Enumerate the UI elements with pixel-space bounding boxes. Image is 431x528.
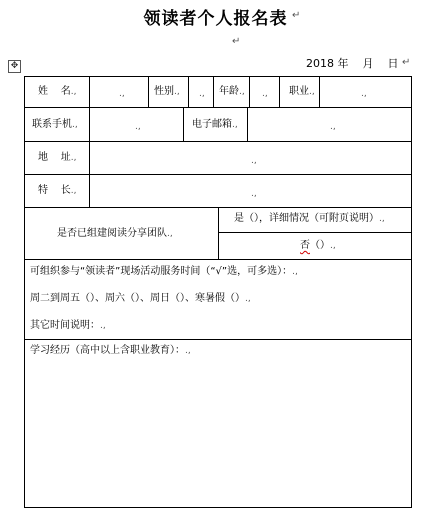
cell-end-mark: ., bbox=[232, 120, 238, 130]
phone-label-cell bbox=[32, 119, 78, 131]
specialty-label: 特 长 bbox=[38, 185, 71, 196]
email-label: 电子邮箱 bbox=[192, 119, 232, 130]
cell-end-mark: ., bbox=[70, 153, 77, 163]
team-question-label: 是否已组建阅读分享团队 bbox=[57, 228, 167, 239]
occupation-label: 职业 bbox=[289, 86, 309, 97]
col-divider bbox=[183, 107, 184, 142]
row-divider bbox=[218, 232, 412, 233]
paragraph-mark: ↵ bbox=[402, 57, 411, 68]
col-divider bbox=[319, 76, 320, 108]
cell-end-mark: ., bbox=[70, 87, 77, 97]
education-line[interactable] bbox=[30, 345, 191, 357]
time-options-line[interactable] bbox=[30, 293, 251, 305]
name-label-cell bbox=[38, 86, 76, 98]
education-label: 学习经历（高中以上含职业教育）： bbox=[30, 345, 185, 356]
cell-end-mark: ., bbox=[100, 321, 106, 331]
team-no-option[interactable] bbox=[300, 240, 336, 252]
row-divider bbox=[24, 174, 412, 175]
col-divider bbox=[279, 76, 280, 108]
age-label-cell bbox=[219, 86, 245, 98]
team-yes-label: 是（），详细情况（可附页说明） bbox=[234, 213, 379, 224]
age-value-cell[interactable]: ., bbox=[262, 89, 268, 99]
col-divider bbox=[213, 76, 214, 108]
time-intro-text: 可组织参与“领读者”现场活动服务时间（“√”选，可多选）： bbox=[30, 266, 293, 277]
occupation-value-cell[interactable]: ., bbox=[361, 89, 367, 99]
other-time-line[interactable] bbox=[30, 320, 106, 332]
phone-value-cell[interactable]: ., bbox=[135, 122, 141, 132]
cell-end-mark: ., bbox=[185, 346, 191, 356]
gender-value-cell[interactable]: ., bbox=[199, 89, 205, 99]
email-label-cell bbox=[192, 119, 238, 131]
phone-label: 联系手机 bbox=[32, 119, 72, 130]
col-divider bbox=[249, 76, 250, 108]
address-value-cell[interactable]: ., bbox=[251, 156, 257, 166]
name-label: 姓 名 bbox=[38, 86, 71, 97]
col-divider bbox=[89, 76, 90, 108]
team-no-parens: （） bbox=[310, 240, 330, 251]
cell-end-mark: ., bbox=[292, 267, 298, 277]
cell-end-mark: ., bbox=[167, 229, 173, 239]
gender-label: 性别 bbox=[154, 86, 174, 97]
cell-end-mark: ., bbox=[72, 120, 78, 130]
cell-end-mark: ., bbox=[330, 241, 336, 251]
cell-end-mark: ., bbox=[239, 87, 245, 97]
name-value-cell[interactable]: ., bbox=[119, 89, 125, 99]
date-day-unit: 日 bbox=[387, 57, 399, 70]
date-month-unit: 月 bbox=[362, 57, 374, 70]
col-divider bbox=[89, 141, 90, 208]
col-divider bbox=[148, 76, 149, 108]
other-time-label: 其它时间说明： bbox=[30, 320, 100, 331]
row-divider bbox=[24, 141, 412, 142]
cell-end-mark: ., bbox=[379, 214, 385, 224]
gender-label-cell bbox=[154, 86, 180, 98]
cell-end-mark: ., bbox=[174, 87, 180, 97]
cell-end-mark: ., bbox=[245, 294, 251, 304]
row-divider bbox=[24, 107, 412, 108]
col-divider bbox=[188, 76, 189, 108]
address-label-cell bbox=[38, 152, 76, 164]
date-line bbox=[306, 55, 399, 71]
specialty-label-cell bbox=[38, 185, 76, 197]
cell-end-mark: ., bbox=[70, 186, 77, 196]
team-yes-option[interactable] bbox=[234, 213, 385, 225]
table-move-handle-icon[interactable]: ✥ bbox=[8, 60, 21, 73]
cell-end-mark: ., bbox=[309, 87, 315, 97]
time-intro-line bbox=[30, 266, 298, 278]
date-year: 2018 bbox=[306, 57, 334, 70]
time-options-text: 周二到周五（）、周六（）、周日（）、寒暑假（） bbox=[30, 293, 245, 304]
email-value-cell[interactable]: ., bbox=[330, 122, 336, 132]
paragraph-mark: ↵ bbox=[292, 10, 301, 21]
team-no-char: 否 bbox=[300, 240, 310, 251]
occupation-label-cell bbox=[289, 86, 315, 98]
col-divider bbox=[89, 107, 90, 142]
row-divider bbox=[24, 339, 412, 340]
specialty-value-cell[interactable]: ., bbox=[251, 189, 257, 199]
team-question-cell bbox=[57, 228, 173, 240]
col-divider bbox=[247, 107, 248, 142]
date-year-unit: 年 bbox=[337, 57, 349, 70]
paragraph-mark: ↵ bbox=[232, 36, 241, 47]
col-divider bbox=[218, 207, 219, 260]
address-label: 地 址 bbox=[38, 152, 71, 163]
form-title: 领读者个人报名表 bbox=[143, 9, 288, 29]
age-label: 年龄 bbox=[219, 86, 239, 97]
